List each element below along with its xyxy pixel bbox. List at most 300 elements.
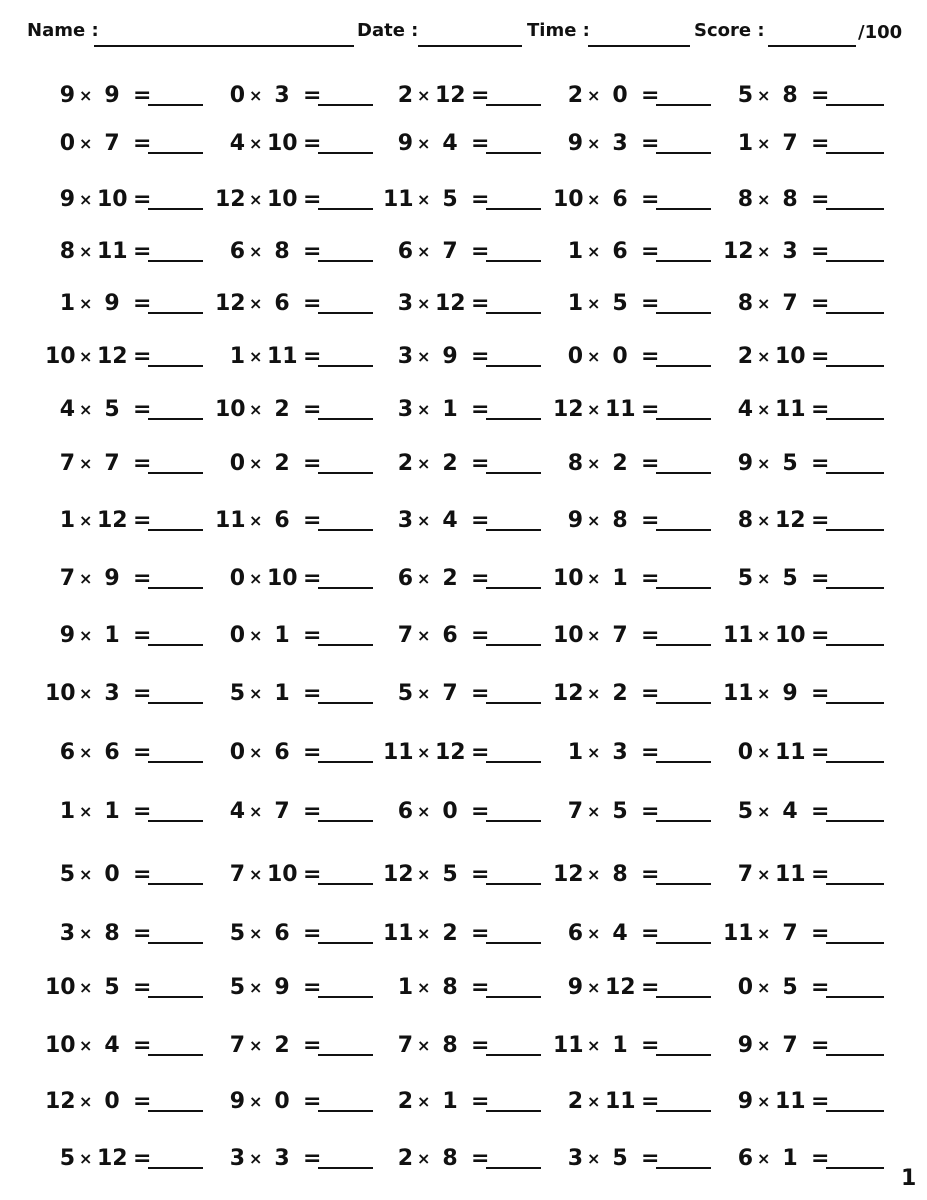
factor-b: 5 <box>104 397 120 422</box>
factor-a: 11 <box>383 921 414 946</box>
equals-sign: = <box>471 344 490 369</box>
factor-a: 8 <box>59 239 75 264</box>
problem-item <box>45 566 215 600</box>
factor-a: 4 <box>229 799 245 824</box>
answer-blank[interactable] <box>148 208 203 210</box>
factor-a: 3 <box>397 291 413 316</box>
answer-blank[interactable] <box>486 587 541 589</box>
date-label: Date : <box>357 20 419 41</box>
times-symbol: × <box>249 1149 263 1168</box>
equals-sign: = <box>471 131 490 156</box>
times-symbol: × <box>79 626 93 645</box>
times-symbol: × <box>79 242 93 261</box>
answer-blank[interactable] <box>656 883 711 885</box>
factor-b: 8 <box>104 921 120 946</box>
factor-b: 3 <box>782 239 798 264</box>
answer-blank[interactable] <box>656 208 711 210</box>
answer-blank[interactable] <box>826 1167 884 1169</box>
times-symbol: × <box>417 1092 431 1111</box>
problem-item <box>383 799 553 833</box>
answer-blank[interactable] <box>148 702 203 704</box>
factor-a: 1 <box>567 239 583 264</box>
times-symbol: × <box>757 190 771 209</box>
problem-item <box>723 187 893 221</box>
times-symbol: × <box>587 743 601 762</box>
problem-item <box>553 681 723 715</box>
answer-blank[interactable] <box>318 761 373 763</box>
problem-item <box>215 83 385 117</box>
problem-item <box>215 740 385 774</box>
problem-item <box>723 623 893 657</box>
problem-item <box>383 291 553 325</box>
equals-sign: = <box>641 1146 660 1171</box>
factor-a: 11 <box>553 1033 584 1058</box>
answer-blank[interactable] <box>318 418 373 420</box>
factor-a: 11 <box>723 623 754 648</box>
times-symbol: × <box>587 511 601 530</box>
equals-sign: = <box>811 344 830 369</box>
equals-sign: = <box>811 187 830 212</box>
factor-a: 5 <box>737 566 753 591</box>
equals-sign: = <box>133 921 152 946</box>
factor-a: 7 <box>229 1033 245 1058</box>
answer-blank[interactable] <box>148 1054 203 1056</box>
factor-b: 7 <box>104 131 120 156</box>
factor-b: 11 <box>775 1089 806 1114</box>
equals-sign: = <box>811 1089 830 1114</box>
factor-b: 6 <box>612 239 628 264</box>
factor-a: 8 <box>737 508 753 533</box>
times-symbol: × <box>249 134 263 153</box>
factor-b: 6 <box>442 623 458 648</box>
times-symbol: × <box>417 569 431 588</box>
times-symbol: × <box>249 924 263 943</box>
answer-blank[interactable] <box>318 152 373 154</box>
answer-blank[interactable] <box>148 1167 203 1169</box>
answer-blank[interactable] <box>826 702 884 704</box>
answer-blank[interactable] <box>656 1054 711 1056</box>
equals-sign: = <box>641 681 660 706</box>
answer-blank[interactable] <box>656 820 711 822</box>
problem-item <box>383 508 553 542</box>
factor-a: 6 <box>397 566 413 591</box>
answer-blank[interactable] <box>486 1110 541 1112</box>
answer-blank[interactable] <box>486 702 541 704</box>
times-symbol: × <box>417 626 431 645</box>
equals-sign: = <box>471 921 490 946</box>
equals-sign: = <box>641 397 660 422</box>
times-symbol: × <box>417 190 431 209</box>
problem-item <box>553 187 723 221</box>
answer-blank[interactable] <box>148 418 203 420</box>
problem-item <box>553 1089 723 1123</box>
answer-blank[interactable] <box>656 260 711 262</box>
equals-sign: = <box>471 975 490 1000</box>
problem-item <box>45 187 215 221</box>
equals-sign: = <box>471 239 490 264</box>
answer-blank[interactable] <box>148 761 203 763</box>
times-symbol: × <box>417 511 431 530</box>
problem-item <box>215 921 385 955</box>
equals-sign: = <box>641 508 660 533</box>
problem-item <box>723 344 893 378</box>
factor-b: 5 <box>782 975 798 1000</box>
answer-blank[interactable] <box>826 1110 884 1112</box>
equals-sign: = <box>133 508 152 533</box>
times-symbol: × <box>757 1036 771 1055</box>
equals-sign: = <box>811 1146 830 1171</box>
answer-blank[interactable] <box>826 472 884 474</box>
equals-sign: = <box>303 1146 322 1171</box>
times-symbol: × <box>757 511 771 530</box>
answer-blank[interactable] <box>486 1054 541 1056</box>
answer-blank[interactable] <box>486 208 541 210</box>
answer-blank[interactable] <box>148 365 203 367</box>
answer-blank[interactable] <box>318 312 373 314</box>
problem-item <box>45 508 215 542</box>
problem-item <box>45 83 215 117</box>
times-symbol: × <box>249 978 263 997</box>
answer-blank[interactable] <box>656 644 711 646</box>
answer-blank[interactable] <box>148 472 203 474</box>
answer-blank[interactable] <box>148 996 203 998</box>
answer-blank[interactable] <box>318 942 373 944</box>
equals-sign: = <box>133 1033 152 1058</box>
answer-blank[interactable] <box>826 820 884 822</box>
factor-b: 1 <box>612 1033 628 1058</box>
answer-blank[interactable] <box>148 644 203 646</box>
equals-sign: = <box>303 1089 322 1114</box>
factor-b: 12 <box>97 344 128 369</box>
factor-a: 3 <box>397 397 413 422</box>
factor-a: 12 <box>215 187 246 212</box>
equals-sign: = <box>303 921 322 946</box>
times-symbol: × <box>757 569 771 588</box>
factor-b: 12 <box>435 740 466 765</box>
answer-blank[interactable] <box>486 761 541 763</box>
answer-blank[interactable] <box>826 104 884 106</box>
answer-blank[interactable] <box>318 472 373 474</box>
times-symbol: × <box>249 400 263 419</box>
factor-b: 1 <box>782 1146 798 1171</box>
factor-b: 5 <box>442 862 458 887</box>
answer-blank[interactable] <box>656 996 711 998</box>
answer-blank[interactable] <box>148 587 203 589</box>
equals-sign: = <box>471 740 490 765</box>
answer-blank[interactable] <box>486 418 541 420</box>
equals-sign: = <box>811 131 830 156</box>
answer-blank[interactable] <box>318 644 373 646</box>
equals-sign: = <box>303 451 322 476</box>
answer-blank[interactable] <box>318 996 373 998</box>
answer-blank[interactable] <box>656 942 711 944</box>
problem-item <box>723 799 893 833</box>
problem-item <box>553 83 723 117</box>
answer-blank[interactable] <box>318 883 373 885</box>
factor-a: 6 <box>567 921 583 946</box>
problem-item <box>45 131 215 165</box>
answer-blank[interactable] <box>656 152 711 154</box>
answer-blank[interactable] <box>826 761 884 763</box>
factor-a: 7 <box>567 799 583 824</box>
problem-item <box>553 239 723 273</box>
answer-blank[interactable] <box>486 260 541 262</box>
factor-b: 9 <box>104 83 120 108</box>
equals-sign: = <box>133 344 152 369</box>
problem-item <box>383 187 553 221</box>
problem-item <box>553 975 723 1009</box>
answer-blank[interactable] <box>656 418 711 420</box>
answer-blank[interactable] <box>826 208 884 210</box>
equals-sign: = <box>471 566 490 591</box>
equals-sign: = <box>133 131 152 156</box>
answer-blank[interactable] <box>486 996 541 998</box>
answer-blank[interactable] <box>656 365 711 367</box>
answer-blank[interactable] <box>148 152 203 154</box>
answer-blank[interactable] <box>148 942 203 944</box>
answer-blank[interactable] <box>318 587 373 589</box>
factor-a: 5 <box>59 1146 75 1171</box>
times-symbol: × <box>417 1036 431 1055</box>
answer-blank[interactable] <box>148 1110 203 1112</box>
answer-blank[interactable] <box>826 260 884 262</box>
factor-a: 12 <box>553 862 584 887</box>
problem-item <box>45 740 215 774</box>
answer-blank[interactable] <box>656 529 711 531</box>
answer-blank[interactable] <box>318 365 373 367</box>
times-symbol: × <box>79 743 93 762</box>
factor-b: 5 <box>782 451 798 476</box>
answer-blank[interactable] <box>826 418 884 420</box>
factor-b: 10 <box>267 862 298 887</box>
factor-b: 5 <box>612 799 628 824</box>
times-symbol: × <box>757 134 771 153</box>
factor-b: 8 <box>442 1146 458 1171</box>
answer-blank[interactable] <box>148 104 203 106</box>
factor-b: 1 <box>274 623 290 648</box>
answer-blank[interactable] <box>486 104 541 106</box>
times-symbol: × <box>417 86 431 105</box>
equals-sign: = <box>471 83 490 108</box>
equals-sign: = <box>811 975 830 1000</box>
problem-item <box>723 1146 893 1180</box>
answer-blank[interactable] <box>656 1110 711 1112</box>
factor-b: 2 <box>442 566 458 591</box>
times-symbol: × <box>587 190 601 209</box>
equals-sign: = <box>133 740 152 765</box>
equals-sign: = <box>811 740 830 765</box>
factor-a: 0 <box>567 344 583 369</box>
equals-sign: = <box>641 975 660 1000</box>
answer-blank[interactable] <box>486 1167 541 1169</box>
factor-a: 1 <box>59 799 75 824</box>
answer-blank[interactable] <box>826 312 884 314</box>
factor-a: 4 <box>229 131 245 156</box>
factor-b: 9 <box>104 291 120 316</box>
answer-blank[interactable] <box>486 472 541 474</box>
answer-blank[interactable] <box>486 529 541 531</box>
factor-a: 9 <box>59 623 75 648</box>
problem-item <box>215 623 385 657</box>
answer-blank[interactable] <box>826 587 884 589</box>
answer-blank[interactable] <box>826 529 884 531</box>
factor-b: 12 <box>435 83 466 108</box>
answer-blank[interactable] <box>318 1110 373 1112</box>
problem-item <box>45 239 215 273</box>
answer-blank[interactable] <box>318 208 373 210</box>
factor-a: 12 <box>383 862 414 887</box>
answer-blank[interactable] <box>656 761 711 763</box>
answer-blank[interactable] <box>826 152 884 154</box>
answer-blank[interactable] <box>486 644 541 646</box>
times-symbol: × <box>587 1149 601 1168</box>
equals-sign: = <box>471 681 490 706</box>
factor-b: 9 <box>782 681 798 706</box>
factor-a: 10 <box>45 975 76 1000</box>
answer-blank[interactable] <box>318 820 373 822</box>
answer-blank[interactable] <box>656 312 711 314</box>
problem-item <box>45 344 215 378</box>
factor-b: 8 <box>782 187 798 212</box>
equals-sign: = <box>303 623 322 648</box>
times-symbol: × <box>757 400 771 419</box>
factor-b: 6 <box>612 187 628 212</box>
problem-item <box>723 239 893 273</box>
answer-blank[interactable] <box>486 942 541 944</box>
factor-b: 9 <box>274 975 290 1000</box>
times-symbol: × <box>249 569 263 588</box>
times-symbol: × <box>79 865 93 884</box>
answer-blank[interactable] <box>318 529 373 531</box>
equals-sign: = <box>303 508 322 533</box>
answer-blank[interactable] <box>486 312 541 314</box>
answer-blank[interactable] <box>826 644 884 646</box>
factor-a: 10 <box>215 397 246 422</box>
problem-item <box>383 451 553 485</box>
times-symbol: × <box>757 743 771 762</box>
answer-blank[interactable] <box>318 104 373 106</box>
answer-blank[interactable] <box>486 365 541 367</box>
answer-blank[interactable] <box>826 365 884 367</box>
factor-a: 2 <box>397 1089 413 1114</box>
equals-sign: = <box>303 975 322 1000</box>
times-symbol: × <box>587 626 601 645</box>
equals-sign: = <box>811 862 830 887</box>
times-symbol: × <box>417 454 431 473</box>
equals-sign: = <box>133 291 152 316</box>
factor-b: 7 <box>782 1033 798 1058</box>
equals-sign: = <box>303 239 322 264</box>
factor-b: 4 <box>104 1033 120 1058</box>
problem-item <box>45 451 215 485</box>
answer-blank[interactable] <box>486 152 541 154</box>
problem-item <box>723 681 893 715</box>
answer-blank[interactable] <box>826 942 884 944</box>
factor-b: 4 <box>782 799 798 824</box>
problem-item <box>383 1033 553 1067</box>
factor-a: 9 <box>567 975 583 1000</box>
answer-blank[interactable] <box>318 260 373 262</box>
factor-a: 11 <box>383 740 414 765</box>
answer-blank[interactable] <box>656 104 711 106</box>
factor-b: 8 <box>274 239 290 264</box>
answer-blank[interactable] <box>486 883 541 885</box>
equals-sign: = <box>303 566 322 591</box>
problem-item <box>215 862 385 896</box>
problem-item <box>45 291 215 325</box>
factor-a: 12 <box>553 397 584 422</box>
answer-blank[interactable] <box>826 1054 884 1056</box>
answer-blank[interactable] <box>656 1167 711 1169</box>
factor-a: 11 <box>383 187 414 212</box>
factor-a: 10 <box>553 623 584 648</box>
equals-sign: = <box>471 291 490 316</box>
equals-sign: = <box>133 975 152 1000</box>
answer-blank[interactable] <box>656 702 711 704</box>
factor-a: 5 <box>229 975 245 1000</box>
answer-blank[interactable] <box>148 883 203 885</box>
answer-blank[interactable] <box>486 820 541 822</box>
factor-a: 9 <box>59 187 75 212</box>
times-symbol: × <box>249 743 263 762</box>
equals-sign: = <box>471 799 490 824</box>
factor-a: 10 <box>45 681 76 706</box>
answer-blank[interactable] <box>318 702 373 704</box>
factor-b: 7 <box>442 681 458 706</box>
problem-item <box>45 799 215 833</box>
equals-sign: = <box>641 291 660 316</box>
equals-sign: = <box>641 239 660 264</box>
factor-a: 7 <box>737 862 753 887</box>
answer-blank[interactable] <box>826 883 884 885</box>
times-symbol: × <box>249 454 263 473</box>
factor-a: 10 <box>553 187 584 212</box>
factor-a: 7 <box>59 451 75 476</box>
equals-sign: = <box>303 681 322 706</box>
factor-a: 0 <box>229 83 245 108</box>
answer-blank[interactable] <box>318 1167 373 1169</box>
times-symbol: × <box>417 294 431 313</box>
factor-b: 8 <box>782 83 798 108</box>
factor-a: 5 <box>737 83 753 108</box>
factor-a: 10 <box>45 1033 76 1058</box>
answer-blank[interactable] <box>148 260 203 262</box>
factor-b: 10 <box>97 187 128 212</box>
factor-a: 7 <box>229 862 245 887</box>
factor-a: 5 <box>229 681 245 706</box>
answer-blank[interactable] <box>318 1054 373 1056</box>
answer-blank[interactable] <box>148 820 203 822</box>
factor-b: 11 <box>605 397 636 422</box>
answer-blank[interactable] <box>148 529 203 531</box>
equals-sign: = <box>303 291 322 316</box>
answer-blank[interactable] <box>656 472 711 474</box>
factor-a: 8 <box>737 187 753 212</box>
problem-item <box>45 975 215 1009</box>
factor-b: 7 <box>782 291 798 316</box>
times-symbol: × <box>587 1036 601 1055</box>
answer-blank[interactable] <box>148 312 203 314</box>
equals-sign: = <box>133 1089 152 1114</box>
problem-item <box>215 239 385 273</box>
equals-sign: = <box>471 862 490 887</box>
answer-blank[interactable] <box>656 587 711 589</box>
times-symbol: × <box>79 294 93 313</box>
equals-sign: = <box>641 566 660 591</box>
answer-blank[interactable] <box>826 996 884 998</box>
times-symbol: × <box>417 400 431 419</box>
times-symbol: × <box>587 684 601 703</box>
